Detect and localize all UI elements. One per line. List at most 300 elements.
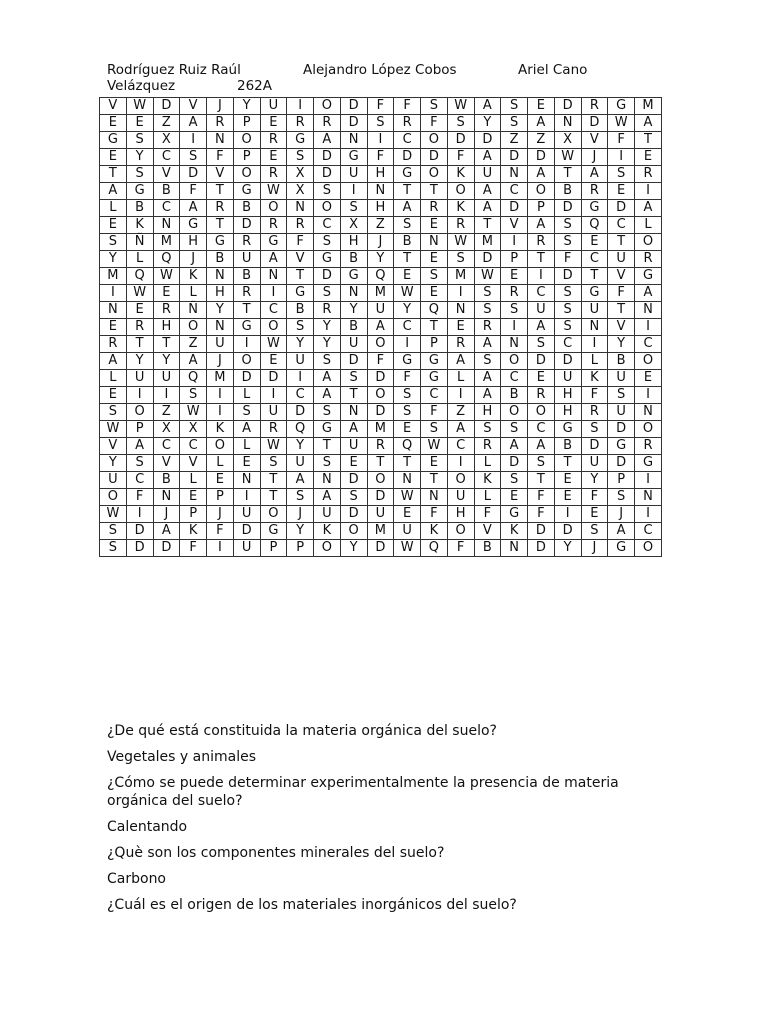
grid-cell: I [635,506,662,523]
grid-cell: O [314,98,341,115]
grid-cell: U [287,353,314,370]
grid-cell: B [340,319,367,336]
grid-cell: A [608,523,635,540]
grid-cell: D [528,540,555,557]
grid-cell: A [528,319,555,336]
grid-cell: S [608,489,635,506]
grid-cell: F [608,132,635,149]
grid-cell: N [635,302,662,319]
grid-cell: O [180,319,207,336]
grid-cell: L [474,489,501,506]
grid-cell: D [554,268,581,285]
grid-row [100,438,662,455]
grid-cell: R [126,319,153,336]
grid-cell: O [528,404,555,421]
grid-cell: F [608,285,635,302]
grid-cell: T [581,268,608,285]
grid-row [100,115,662,132]
grid-cell: A [528,166,555,183]
grid-cell: T [100,166,127,183]
grid-cell: I [501,234,528,251]
grid-cell: W [394,540,421,557]
grid-cell: I [635,387,662,404]
grid-cell: U [340,438,367,455]
grid-cell: D [126,540,153,557]
grid-cell: V [180,98,207,115]
grid-cell: N [287,200,314,217]
grid-cell: G [260,234,287,251]
grid-cell: K [126,217,153,234]
grid-cell: M [635,98,662,115]
grid-cell: R [153,302,180,319]
grid-cell: Y [474,115,501,132]
grid-cell: O [260,506,287,523]
grid-cell: C [501,370,528,387]
grid-cell: N [635,489,662,506]
grid-cell: Y [287,438,314,455]
grid-cell: S [314,353,341,370]
grid-cell: D [581,115,608,132]
grid-cell: B [287,302,314,319]
grid-cell: S [421,98,448,115]
grid-cell: A [474,387,501,404]
grid-cell: G [314,251,341,268]
grid-cell: B [501,387,528,404]
grid-cell: S [340,200,367,217]
grid-cell: S [554,319,581,336]
grid-cell: R [421,200,448,217]
grid-cell: C [180,438,207,455]
grid-cell: U [340,166,367,183]
grid-cell: S [447,115,474,132]
grid-cell: Q [394,438,421,455]
grid-cell: W [447,98,474,115]
grid-cell: A [314,132,341,149]
grid-cell: Z [501,132,528,149]
grid-cell: I [287,98,314,115]
grid-cell: S [233,404,260,421]
grid-cell: F [528,506,555,523]
grid-cell: R [314,115,341,132]
grid-cell: K [501,523,528,540]
grid-cell: G [635,455,662,472]
grid-cell: Y [153,353,180,370]
grid-cell: E [260,149,287,166]
grid-cell: N [447,302,474,319]
grid-cell: A [314,387,341,404]
grid-cell: X [340,217,367,234]
grid-cell: O [367,336,394,353]
grid-cell: R [447,336,474,353]
grid-cell: W [447,234,474,251]
grid-cell: P [233,115,260,132]
grid-row [100,268,662,285]
grid-cell: A [100,183,127,200]
grid-cell: I [394,336,421,353]
grid-cell: J [287,506,314,523]
grid-cell: S [394,217,421,234]
grid-cell: N [421,234,448,251]
grid-cell: Y [100,455,127,472]
grid-cell: C [153,149,180,166]
grid-cell: S [608,166,635,183]
grid-cell: T [528,472,555,489]
grid-cell: A [180,353,207,370]
grid-cell: N [233,472,260,489]
grid-cell: N [260,268,287,285]
grid-cell: S [287,149,314,166]
grid-cell: V [474,523,501,540]
grid-cell: A [474,183,501,200]
grid-cell: R [581,183,608,200]
grid-cell: F [126,489,153,506]
grid-row [100,387,662,404]
grid-row [100,455,662,472]
grid-cell: E [394,268,421,285]
grid-cell: D [447,132,474,149]
grid-cell: A [528,217,555,234]
grid-cell: N [501,540,528,557]
grid-cell: G [233,319,260,336]
grid-cell: E [260,353,287,370]
grid-cell: D [528,353,555,370]
grid-cell: F [447,149,474,166]
grid-cell: Y [367,251,394,268]
grid-cell: S [501,472,528,489]
grid-cell: N [340,132,367,149]
grid-cell: E [421,285,448,302]
grid-cell: D [233,370,260,387]
grid-cell: C [126,472,153,489]
grid-cell: B [474,540,501,557]
grid-cell: E [100,149,127,166]
grid-cell: S [340,489,367,506]
grid-cell: X [554,132,581,149]
answer-2: Calentando [107,819,188,835]
grid-cell: M [447,268,474,285]
grid-cell: S [581,523,608,540]
grid-cell: S [554,217,581,234]
grid-cell: R [474,319,501,336]
grid-cell: F [421,404,448,421]
grid-cell: D [528,149,555,166]
grid-cell: G [260,523,287,540]
grid-cell: A [447,353,474,370]
grid-cell: G [314,421,341,438]
grid-cell: E [421,251,448,268]
grid-cell: I [635,472,662,489]
grid-cell: O [260,200,287,217]
grid-cell: N [394,472,421,489]
grid-cell: S [180,387,207,404]
grid-cell: S [608,387,635,404]
grid-row [100,421,662,438]
grid-cell: E [528,370,555,387]
grid-cell: H [153,319,180,336]
grid-cell: Z [528,132,555,149]
grid-cell: H [367,200,394,217]
grid-cell: C [528,285,555,302]
grid-cell: S [314,404,341,421]
grid-cell: A [233,421,260,438]
grid-cell: W [100,421,127,438]
grid-cell: D [260,370,287,387]
grid-cell: C [394,319,421,336]
grid-cell: V [287,251,314,268]
grid-cell: U [260,404,287,421]
grid-cell: I [581,336,608,353]
grid-cell: D [554,353,581,370]
grid-cell: D [153,540,180,557]
grid-cell: F [394,98,421,115]
grid-cell: O [314,540,341,557]
grid-cell: M [153,234,180,251]
grid-cell: H [207,285,234,302]
grid-cell: E [501,489,528,506]
grid-cell: A [474,98,501,115]
grid-cell: E [528,98,555,115]
grid-cell: D [367,404,394,421]
grid-cell: N [207,268,234,285]
grid-cell: B [233,200,260,217]
grid-cell: D [233,523,260,540]
grid-cell: D [554,523,581,540]
grid-cell: G [421,353,448,370]
grid-cell: K [314,523,341,540]
grid-cell: U [126,370,153,387]
grid-cell: R [528,387,555,404]
grid-cell: I [501,319,528,336]
grid-cell: B [153,183,180,200]
grid-cell: N [501,336,528,353]
grid-cell: G [581,200,608,217]
grid-cell: N [314,472,341,489]
questions-section [107,722,667,922]
grid-cell: R [474,438,501,455]
grid-cell: N [153,217,180,234]
grid-cell: D [287,404,314,421]
grid-cell: S [394,387,421,404]
grid-cell: T [394,455,421,472]
grid-cell: G [635,268,662,285]
grid-cell: T [394,183,421,200]
grid-cell: O [233,353,260,370]
grid-cell: J [581,540,608,557]
grid-row [100,149,662,166]
grid-cell: K [581,370,608,387]
grid-cell: D [340,506,367,523]
grid-cell: D [367,540,394,557]
grid-cell: G [233,183,260,200]
grid-cell: N [340,404,367,421]
grid-cell: E [126,302,153,319]
grid-cell: E [394,506,421,523]
grid-cell: W [126,98,153,115]
grid-cell: R [581,404,608,421]
grid-cell: W [260,183,287,200]
grid-cell: Ñ [126,234,153,251]
grid-cell: W [180,404,207,421]
grid-cell: R [581,98,608,115]
grid-cell: Y [287,336,314,353]
grid-cell: S [180,149,207,166]
grid-cell: Y [394,302,421,319]
grid-cell: N [367,183,394,200]
grid-cell: I [554,506,581,523]
grid-cell: U [608,370,635,387]
grid-cell: S [474,421,501,438]
grid-cell: F [421,506,448,523]
grid-cell: S [126,132,153,149]
grid-cell: S [394,404,421,421]
grid-cell: C [421,387,448,404]
grid-cell: T [233,302,260,319]
grid-cell: O [421,166,448,183]
grid-cell: T [394,251,421,268]
grid-cell: R [314,302,341,319]
grid-cell: I [233,336,260,353]
grid-cell: D [394,149,421,166]
grid-cell: D [340,472,367,489]
grid-cell: G [394,166,421,183]
grid-cell: S [528,455,555,472]
grid-cell: T [367,455,394,472]
grid-cell: L [233,438,260,455]
grid-cell: I [635,183,662,200]
grid-cell: F [554,251,581,268]
header [107,62,667,94]
grid-cell: S [474,302,501,319]
grid-cell: F [287,234,314,251]
grid-cell: A [314,489,341,506]
grid-cell: F [447,540,474,557]
grid-cell: S [100,540,127,557]
grid-cell: R [233,285,260,302]
grid-cell: G [581,285,608,302]
grid-cell: O [126,404,153,421]
grid-cell: O [635,353,662,370]
grid-row [100,166,662,183]
grid-cell: C [635,336,662,353]
grid-cell: W [260,438,287,455]
grid-cell: R [207,200,234,217]
grid-cell: W [608,115,635,132]
grid-row [100,217,662,234]
grid-cell: R [367,438,394,455]
grid-cell: P [126,421,153,438]
grid-cell: T [421,183,448,200]
grid-cell: N [100,302,127,319]
grid-cell: G [126,183,153,200]
grid-cell: V [608,319,635,336]
grid-cell: B [340,251,367,268]
grid-cell: E [421,455,448,472]
grid-cell: T [260,489,287,506]
grid-cell: P [528,200,555,217]
grid-cell: H [180,234,207,251]
grid-cell: S [126,166,153,183]
grid-cell: L [581,353,608,370]
grid-cell: M [474,234,501,251]
grid-cell: U [153,370,180,387]
grid-cell: O [340,523,367,540]
grid-cell: R [287,115,314,132]
grid-cell: N [421,489,448,506]
grid-row [100,523,662,540]
grid-cell: J [207,506,234,523]
grid-cell: V [153,166,180,183]
grid-cell: P [501,251,528,268]
grid-cell: J [207,353,234,370]
grid-cell: M [367,285,394,302]
grid-cell: D [554,200,581,217]
grid-cell: W [153,268,180,285]
grid-cell: S [501,98,528,115]
grid-cell: P [287,540,314,557]
grid-cell: A [100,353,127,370]
grid-cell: F [207,523,234,540]
grid-cell: A [126,438,153,455]
grid-cell: S [314,183,341,200]
grid-cell: A [528,115,555,132]
grid-cell: G [608,98,635,115]
grid-cell: E [608,183,635,200]
grid-cell: O [314,200,341,217]
grid-cell: F [207,149,234,166]
grid-cell: S [554,285,581,302]
grid-cell: F [421,115,448,132]
grid-cell: C [635,523,662,540]
grid-cell: U [287,455,314,472]
grid-cell: A [474,336,501,353]
grid-cell: Ñ [180,302,207,319]
grid-cell: O [367,387,394,404]
grid-cell: D [340,98,367,115]
grid-cell: C [501,183,528,200]
grid-cell: C [287,387,314,404]
grid-cell: O [367,472,394,489]
grid-cell: S [554,234,581,251]
grid-cell: L [474,455,501,472]
grid-cell: V [100,438,127,455]
grid-cell: U [608,251,635,268]
grid-cell: T [554,166,581,183]
grid-cell: U [207,336,234,353]
grid-cell: T [126,336,153,353]
grid-cell: G [287,132,314,149]
grid-cell: F [581,489,608,506]
grid-cell: U [554,370,581,387]
grid-cell: Y [314,336,341,353]
grid-cell: C [314,217,341,234]
question-1: ¿De qué está constituida la materia orgánica del suelo? [107,723,497,739]
grid-cell: R [447,217,474,234]
grid-cell: A [180,200,207,217]
grid-cell: L [126,251,153,268]
grid-cell: S [314,285,341,302]
grid-cell: O [100,489,127,506]
grid-cell: I [153,387,180,404]
grid-cell: N [581,319,608,336]
grid-cell: T [474,217,501,234]
grid-cell: J [367,234,394,251]
grid-cell: R [528,234,555,251]
grid-cell: N [501,166,528,183]
grid-cell: Y [126,149,153,166]
grid-cell: T [314,438,341,455]
grid-cell: V [207,166,234,183]
grid-cell: E [100,319,127,336]
